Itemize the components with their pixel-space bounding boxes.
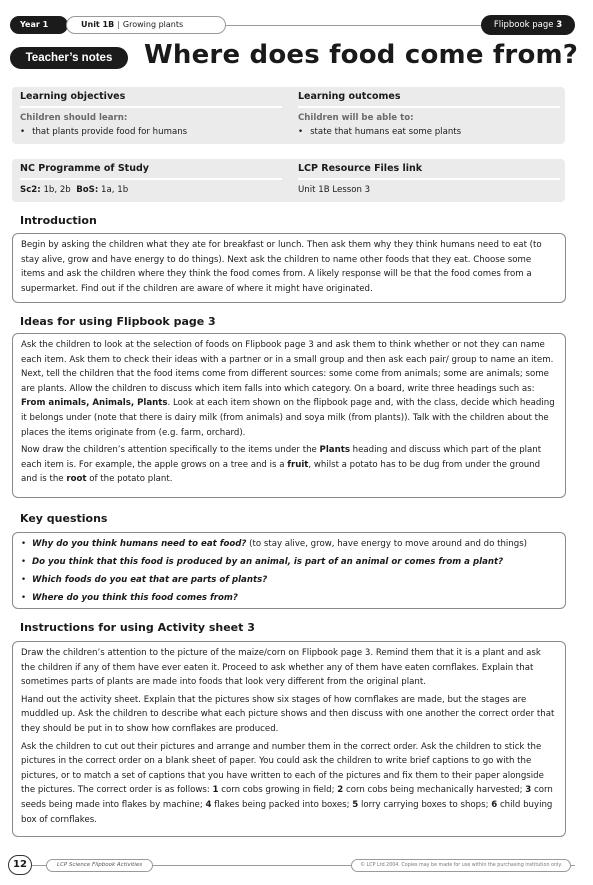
page-number: 12	[8, 855, 32, 875]
instructions-text: Ask the children to cut out their pictures and arrange and number them in the correct order. Ask the children to stick the pictures in the correct order on a blank sheet of paper. You could ask the children to write brief captions to go with the pictures, or to match a set of captions that you have written to each of the pictures and fix them to their paper alongside the pictures. The correct order is as follows:	[21, 741, 544, 796]
ideas-fruit-term: fruit	[287, 459, 309, 470]
step-text: corn cobs growing in field;	[218, 785, 338, 796]
learning-objectives-heading: Learning objectives	[20, 91, 126, 102]
key-question-item	[21, 571, 557, 589]
learning-objectives-subheading: Children should learn:	[20, 113, 128, 123]
instructions-paragraph-2: Hand out the activity sheet. Explain that the pictures show six stages of how cornflakes are made, but the stages are muddled up. Ask the children to describe what each picture shows and then discuss with one another the correct order that they should be put in to show how cornflakes are produced.	[21, 694, 555, 734]
ideas-heading: Ideas for using Flipbook page 3	[20, 315, 216, 328]
page-footer	[8, 855, 575, 875]
divider	[20, 106, 282, 108]
instructions-paragraph-3	[21, 740, 557, 828]
key-question-item	[21, 589, 557, 607]
unit-code: Unit 1B	[81, 20, 115, 29]
programme-box	[12, 159, 565, 202]
instructions-box	[12, 641, 566, 837]
bos-label: BoS:	[76, 185, 99, 195]
ideas-box	[12, 333, 566, 498]
series-name: LCP Science Flipbook Activities	[46, 859, 153, 872]
flipbook-page-badge	[481, 15, 575, 35]
learning-box	[12, 87, 565, 144]
instructions-paragraph-1: Draw the children’s attention to the picture of the maize/corn on Flipbook page 3. Remind them that it is a plant and ask the children if any of them have ever eaten it. Proceed to ask whether any of them have eaten cornflakes. Explain that sometimes parts of plants are made into foods that look very different from the original plant.	[21, 648, 541, 688]
step-text: corn seeds being made into flakes by machine;	[21, 785, 553, 810]
step-text: child buying box of cornflakes.	[21, 799, 553, 825]
sc2-label: Sc2:	[20, 185, 41, 195]
lcp-link-heading: LCP Resource Files link	[298, 163, 423, 174]
learning-outcomes-item: • state that humans eat some plants	[298, 127, 560, 137]
instructions-heading: Instructions for using Activity sheet 3	[20, 621, 255, 634]
step-text: corn cobs being mechanically harvested;	[343, 785, 526, 796]
key-questions-heading: Key questions	[20, 512, 108, 525]
step-number: 4	[205, 799, 212, 810]
page-title: Where does food come from?	[144, 40, 579, 70]
top-header-strip	[10, 15, 575, 35]
teachers-notes-badge: Teacher’s notes	[10, 47, 128, 69]
key-question-item	[21, 535, 557, 553]
step-number: 5	[352, 799, 359, 810]
ideas-headings-text: From animals, Animals, Plants	[21, 398, 168, 409]
divider	[20, 178, 282, 180]
nc-programme-values	[20, 185, 282, 195]
sc2-value: 1b, 2b	[43, 185, 71, 195]
unit-separator: |	[117, 20, 120, 29]
flipbook-number: 3	[556, 20, 563, 30]
divider	[298, 106, 560, 108]
nc-programme-column	[20, 159, 282, 195]
introduction-box	[12, 233, 566, 303]
key-question-text: Which foods do you eat that are parts of plants?	[32, 575, 268, 585]
step-number: 1	[212, 785, 219, 796]
divider	[298, 178, 560, 180]
year-badge: Year 1	[10, 16, 68, 34]
introduction-text: Begin by asking the children what they ate for breakfast or lunch. Then ask them why they think humans need to eat (to stay alive, grow and have energy to do things). Next ask the children to name other foods that they eat. Choose some items and ask the children where they think the food comes from. A likely response will be that the food comes from a supermarket. Find out if the children are aware of where it might have originated.	[21, 240, 542, 294]
step-text: flakes being packed into boxes;	[211, 799, 353, 810]
ideas-plants-term: Plants	[319, 445, 350, 456]
nc-programme-heading: NC Programme of Study	[20, 163, 149, 174]
unit-name: Growing plants	[122, 20, 184, 29]
key-questions-list	[21, 535, 557, 607]
learning-outcomes-heading: Learning outcomes	[298, 91, 401, 102]
key-question-text: Where do you think this food comes from?	[32, 593, 238, 603]
copyright-notice: © LCP Ltd 2004. Copies may be made for use within the purchasing institution only.	[351, 859, 571, 872]
ideas-root-term: root	[66, 474, 87, 485]
ideas-text: Ask the children to look at the selection of foods on Flipbook page 3 and ask them to think whether or not they can name each item. Ask them to check their ideas with a partner or in a small group and then ask each pair/ group to name an item. Next, tell the children that the food items come from different sources: some come from animals; some are animals; some are plants. Allow the children to discuss which item falls into which category. On a board, write three headings such as:	[21, 340, 554, 394]
key-questions-box	[12, 532, 566, 609]
ideas-paragraph-2	[21, 443, 557, 487]
ideas-paragraph-1	[21, 338, 557, 440]
ideas-text: , whilst a potato has to be dug from under the ground and is the	[21, 459, 541, 485]
key-question-answer: (to stay alive, grow, have energy to move around and do things)	[246, 539, 528, 549]
key-question-text: Why do you think humans need to eat food?	[32, 539, 247, 549]
key-question-item	[21, 553, 557, 571]
learning-objectives-item: • that plants provide food for humans	[20, 127, 282, 137]
learning-objectives-column	[20, 87, 282, 137]
learning-outcomes-subheading: Children will be able to:	[298, 113, 414, 123]
lcp-link-value: Unit 1B Lesson 3	[298, 185, 371, 195]
ideas-text: . Look at each item shown on the flipbook page and, with the class, decide which heading it belongs under (note that there is dairy milk (from animals) and soya milk (from plants)). Talk with the children about the places the items originate from (e.g. farm, orchard).	[21, 398, 555, 438]
ideas-text: of the potato plant.	[86, 474, 173, 485]
step-text: lorry carrying boxes to shops;	[358, 799, 492, 810]
lcp-link-column	[298, 159, 560, 195]
introduction-heading: Introduction	[20, 214, 97, 227]
bos-value: 1a, 1b	[101, 185, 129, 195]
ideas-text: heading and discuss which part of the plant each item is. For example, the apple grows on a tree and is a	[21, 445, 542, 470]
ideas-text: Now draw the children’s attention specifically to the items under the	[21, 445, 320, 456]
step-number: 6	[491, 799, 498, 810]
step-number: 3	[525, 785, 532, 796]
key-question-text: Do you think that this food is produced by an animal, is part of an animal or comes from a plant?	[32, 557, 504, 567]
unit-badge	[66, 16, 226, 34]
learning-outcomes-column	[298, 87, 560, 137]
flipbook-label: Flipbook page	[493, 20, 554, 30]
step-number: 2	[337, 785, 344, 796]
